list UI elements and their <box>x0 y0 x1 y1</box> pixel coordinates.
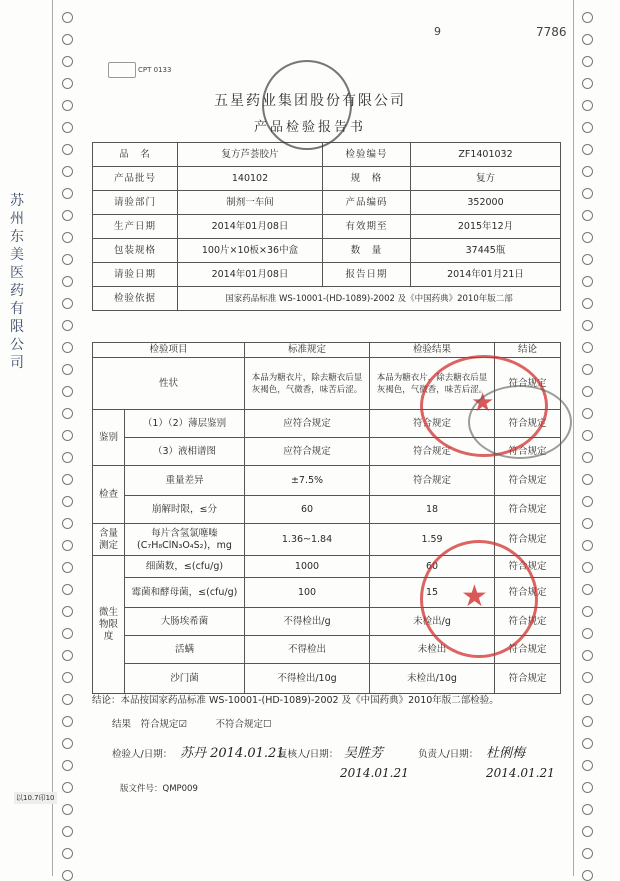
info-table <box>92 142 561 311</box>
page-right-number: 7786 <box>536 25 567 39</box>
perforation-hole <box>62 672 73 683</box>
perforation-hole <box>582 144 593 155</box>
header-standard: 标准规定 <box>245 343 370 358</box>
perforation-hole <box>582 320 593 331</box>
red-quality-stamp-bottom <box>420 540 538 658</box>
check-row-1 <box>93 466 561 496</box>
perforation-hole <box>62 232 73 243</box>
micro-label-4: 活螨 <box>125 636 245 664</box>
micro-label-5: 沙门菌 <box>125 664 245 694</box>
info-value: 2014年01月08日 <box>178 263 323 287</box>
info-row <box>93 263 561 287</box>
micro-conclusion-5: 符合规定 <box>495 664 561 694</box>
info-label: 包装规格 <box>93 239 178 263</box>
basis-label: 检验依据 <box>93 287 178 311</box>
perforation-hole <box>62 342 73 353</box>
check-conclusion-1: 符合规定 <box>495 466 561 496</box>
report-title: 产品检验报告书 <box>253 120 366 135</box>
perforation-hole <box>62 364 73 375</box>
micro-label-2: 霉菌和酵母菌，≤(cfu/g) <box>125 578 245 608</box>
info-label: 请验部门 <box>93 191 178 215</box>
check-standard-1: ±7.5% <box>245 466 370 496</box>
result-line: 结果 符合规定☑ 不符合规定☐ <box>112 719 272 730</box>
perforation-hole <box>62 606 73 617</box>
info-value: 2014年01月21日 <box>411 263 561 287</box>
ident-label-1: （1）（2）薄层鉴别 <box>125 410 245 438</box>
perforation-hole <box>582 408 593 419</box>
perforation-hole <box>582 452 593 463</box>
ident-result-1: 符合规定 <box>370 410 495 438</box>
perforation-hole <box>62 12 73 23</box>
star-icon: ★ <box>461 579 488 614</box>
perforation-hole <box>62 716 73 727</box>
perforation-hole <box>582 364 593 375</box>
perforation-hole <box>62 320 73 331</box>
perforation-hole <box>582 848 593 859</box>
check-result-1: 符合规定 <box>370 466 495 496</box>
info-label: 产品批号 <box>93 167 178 191</box>
perforation-hole <box>582 804 593 815</box>
page-number: 9 <box>434 25 441 38</box>
perforation-hole <box>62 474 73 485</box>
check-label-1: 重量差异 <box>125 466 245 496</box>
perforation-hole <box>62 276 73 287</box>
perforation-hole <box>582 716 593 727</box>
micro-result-2: 15 <box>370 578 495 608</box>
gray-oval-stamp <box>468 385 572 459</box>
logo <box>108 62 136 78</box>
perforation-hole <box>582 232 593 243</box>
micro-group: 微生物限度 <box>93 556 125 694</box>
basis-value: 国家药品标准 WS-10001-(HD-1089)-2002 及《中国药典》2010年版二部 <box>178 287 561 311</box>
info-label: 数 量 <box>323 239 411 263</box>
perforation-hole <box>62 144 73 155</box>
perforation-hole <box>62 782 73 793</box>
perforation-hole <box>62 298 73 309</box>
star-icon: ★ <box>471 388 495 418</box>
basis-row <box>93 287 561 311</box>
company-name: 五星药业集团股份有限公司 <box>214 93 406 109</box>
perforation-hole <box>62 738 73 749</box>
info-value: 352000 <box>411 191 561 215</box>
perforation-hole <box>582 518 593 529</box>
perforation-hole <box>62 386 73 397</box>
info-label: 有效期至 <box>323 215 411 239</box>
micro-conclusion-3: 符合规定 <box>495 608 561 636</box>
perforation-hole <box>582 188 593 199</box>
ident-conclusion-2: 符合规定 <box>495 438 561 466</box>
conclusion-text: 结论：本品按国家药品标准 WS-10001-(HD-1089)-2002 及《中国药典》2010年版二部检验。 <box>92 695 499 706</box>
micro-conclusion-4: 符合规定 <box>495 636 561 664</box>
perforation-hole <box>62 848 73 859</box>
perforation-hole <box>62 408 73 419</box>
ident-standard-2: 应符合规定 <box>245 438 370 466</box>
perforation-hole <box>62 496 73 507</box>
micro-conclusion-2: 符合规定 <box>495 578 561 608</box>
micro-standard-1: 1000 <box>245 556 370 578</box>
perforation-hole <box>62 804 73 815</box>
header-result: 检验结果 <box>370 343 495 358</box>
perforation-hole <box>582 562 593 573</box>
assay-standard: 1.36~1.84 <box>245 524 370 556</box>
perforation-hole <box>582 672 593 683</box>
micro-result-3: 未检出/g <box>370 608 495 636</box>
info-label: 品 名 <box>93 143 178 167</box>
micro-conclusion-1: 符合规定 <box>495 556 561 578</box>
gray-quality-stamp <box>262 60 352 150</box>
check-label-2: 崩解时限，≤分 <box>125 496 245 524</box>
perforation-hole <box>582 474 593 485</box>
perforation-hole <box>62 540 73 551</box>
perforation-hole <box>62 518 73 529</box>
info-label: 报告日期 <box>323 263 411 287</box>
assay-formula: (C₇H₈ClN₃O₄S₂)，mg <box>137 539 232 551</box>
perforation-hole <box>582 540 593 551</box>
perforation-hole <box>582 496 593 507</box>
info-row <box>93 143 561 167</box>
perforation-hole <box>582 760 593 771</box>
info-value: 复方芦荟胶片 <box>178 143 323 167</box>
ident-label-2: （3）液相谱图 <box>125 438 245 466</box>
perforation-hole <box>582 56 593 67</box>
document-number: 版文件号：QMP009 <box>120 784 198 794</box>
micro-result-4: 未检出 <box>370 636 495 664</box>
perforation-hole <box>62 210 73 221</box>
perforation-hole <box>582 584 593 595</box>
perforation-hole <box>62 628 73 639</box>
assay-label-cell <box>125 524 245 556</box>
perforation-hole <box>62 826 73 837</box>
info-row <box>93 215 561 239</box>
assay-group: 含量测定 <box>93 524 125 556</box>
micro-row-5 <box>93 664 561 694</box>
info-label: 检验编号 <box>323 143 411 167</box>
micro-standard-3: 不得检出/g <box>245 608 370 636</box>
info-value: ZF1401032 <box>411 143 561 167</box>
trait-result: 本品为糖衣片，除去糖衣后显灰褐色，气微香，味苦后涩。 <box>370 358 495 410</box>
micro-standard-5: 不得检出/10g <box>245 664 370 694</box>
manager-date: 2014.01.21 <box>486 766 555 780</box>
perforation-hole <box>582 628 593 639</box>
info-value: 2015年12月 <box>411 215 561 239</box>
info-value: 100片×10板×36中盒 <box>178 239 323 263</box>
info-label: 产品编码 <box>323 191 411 215</box>
perforation-hole <box>582 782 593 793</box>
micro-label-1: 细菌数，≤(cfu/g) <box>125 556 245 578</box>
perforation-hole <box>582 34 593 45</box>
info-value: 37445瓶 <box>411 239 561 263</box>
perforation-hole <box>582 826 593 837</box>
assay-label: 每片含氢氯噻嗪 <box>151 527 218 539</box>
manager-label: 负责人/日期： <box>418 749 479 760</box>
logo-text: CPT 0133 <box>138 66 172 74</box>
perforation-hole <box>62 34 73 45</box>
header-item: 检验项目 <box>93 343 245 358</box>
perforation-hole <box>62 254 73 265</box>
perforation-hole <box>582 276 593 287</box>
info-value: 2014年01月08日 <box>178 215 323 239</box>
perforation-hole <box>582 430 593 441</box>
perforation-hole <box>582 694 593 705</box>
perforation-hole <box>582 606 593 617</box>
trait-standard: 本品为糖衣片，除去糖衣后显灰褐色，气微香，味苦后涩。 <box>245 358 370 410</box>
perforation-hole <box>582 78 593 89</box>
assay-result: 1.59 <box>370 524 495 556</box>
trait-conclusion: 符合规定 <box>495 358 561 410</box>
info-row <box>93 191 561 215</box>
inspector-label: 检验人/日期： <box>112 749 173 760</box>
check-result-2: 18 <box>370 496 495 524</box>
corner-tiny-text: 以10.7印10 <box>16 794 55 802</box>
info-label: 规 格 <box>323 167 411 191</box>
info-label: 生产日期 <box>93 215 178 239</box>
perforation-hole <box>582 386 593 397</box>
header-conclusion: 结论 <box>495 343 561 358</box>
micro-standard-2: 100 <box>245 578 370 608</box>
manager-signature: 杜俐梅 <box>486 746 526 761</box>
perforation-hole <box>62 78 73 89</box>
ident-conclusion-1: 符合规定 <box>495 410 561 438</box>
perforation-hole <box>62 452 73 463</box>
perforation-hole <box>582 738 593 749</box>
perforation-hole <box>62 694 73 705</box>
perforation-hole <box>582 210 593 221</box>
perforation-hole <box>582 298 593 309</box>
perforation-hole <box>582 254 593 265</box>
check-row-2 <box>93 496 561 524</box>
micro-result-1: 60 <box>370 556 495 578</box>
check-group: 检查 <box>93 466 125 524</box>
perforation-hole <box>62 430 73 441</box>
reviewer-signature: 吴胜芳 <box>344 746 384 761</box>
info-row <box>93 167 561 191</box>
reviewer-date: 2014.01.21 <box>340 766 409 780</box>
ident-result-2: 符合规定 <box>370 438 495 466</box>
perforation-hole <box>62 650 73 661</box>
vertical-company-text: 苏州东美医药有限公司 <box>10 193 24 371</box>
reviewer-label: 复核人/日期： <box>278 749 339 760</box>
assay-conclusion: 符合规定 <box>495 524 561 556</box>
perforation-hole <box>62 56 73 67</box>
info-row <box>93 239 561 263</box>
info-label: 请验日期 <box>93 263 178 287</box>
micro-result-5: 未检出/10g <box>370 664 495 694</box>
perforation-hole <box>582 166 593 177</box>
inspector-signature: 苏丹 2014.01.21 <box>180 746 285 761</box>
trait-label: 性状 <box>93 358 245 410</box>
perforation-hole <box>62 584 73 595</box>
check-standard-2: 60 <box>245 496 370 524</box>
perforation-hole <box>62 562 73 573</box>
ident-standard-1: 应符合规定 <box>245 410 370 438</box>
perforation-hole <box>582 342 593 353</box>
perforation-hole <box>62 166 73 177</box>
perforation-hole <box>582 650 593 661</box>
micro-label-3: 大肠埃希菌 <box>125 608 245 636</box>
ident-group: 鉴别 <box>93 410 125 466</box>
perforation-hole <box>582 12 593 23</box>
micro-standard-4: 不得检出 <box>245 636 370 664</box>
info-value: 140102 <box>178 167 323 191</box>
info-value: 制剂一车间 <box>178 191 323 215</box>
info-value: 复方 <box>411 167 561 191</box>
perforation-hole <box>62 760 73 771</box>
perforation-hole <box>62 188 73 199</box>
check-conclusion-2: 符合规定 <box>495 496 561 524</box>
